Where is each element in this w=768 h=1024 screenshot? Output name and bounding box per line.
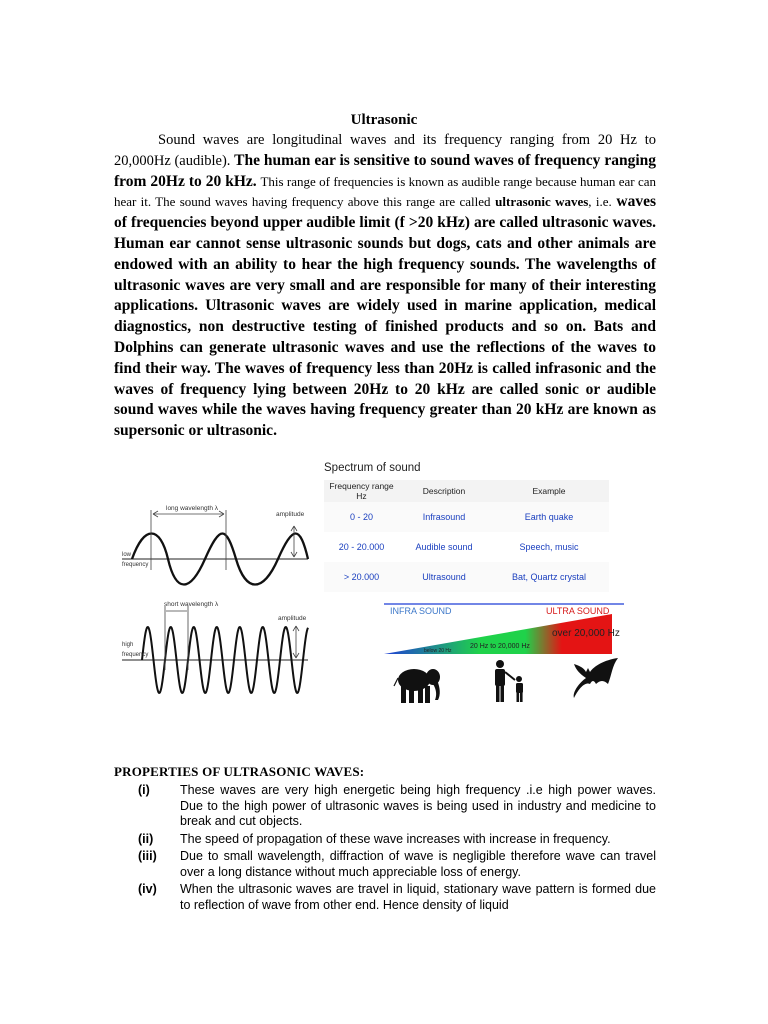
item-number: (iii)	[138, 849, 157, 863]
audible-range-label: 20 Hz to 20,000 Hz	[470, 643, 530, 650]
item-text: Due to small wavelength, diffraction of wave is negligible therefore wave can travel over a long distance without much appreciable loss of energy.	[180, 849, 656, 879]
para-sentence-1: Sound waves are longitudinal waves and its frequency ranging from 20 Hz to 20,000Hz (audible).	[114, 132, 656, 169]
cell-description: Audible sound	[415, 542, 473, 552]
low-frequency-label: low frequency	[122, 552, 149, 568]
list-item	[114, 783, 656, 830]
item-number: (i)	[138, 783, 150, 797]
header-frequency-range: Frequency range Hz	[329, 481, 394, 501]
spectrum-bar-graphic	[318, 600, 628, 708]
below-20hz-label: below 20 Hz	[424, 648, 452, 654]
cell-example: Speech, music	[519, 542, 579, 552]
amplitude-label-1: amplitude	[276, 511, 305, 518]
header-example: Example	[532, 486, 566, 496]
item-number: (iv)	[138, 882, 157, 896]
para-ultrasonic-term: ultrasonic	[206, 422, 274, 440]
header-description: Description	[422, 486, 466, 496]
para-sentence-2: The human ear is sensitive to sound waves of frequency ranging from 20Hz to 20 kHz.	[114, 151, 657, 190]
page-title: Ultrasonic	[350, 112, 418, 128]
list-item	[114, 849, 656, 880]
para-sentence-3: This range of frequencies is known as audible range because human ear can hear it. The sound waves having frequency above this range are called	[114, 173, 657, 210]
table-row	[324, 562, 609, 592]
cell-description: Ultrasound	[422, 572, 466, 582]
properties-heading: PROPERTIES OF ULTRASONIC WAVES:	[114, 764, 365, 779]
spectrum-title: Spectrum of sound	[324, 462, 421, 474]
para-ie: , i.e.	[588, 194, 612, 210]
amplitude-label-2: amplitude	[278, 615, 307, 622]
spectrum-table-body	[324, 502, 609, 592]
over-20000hz-label: over 20,000 Hz	[552, 628, 620, 639]
para-end: .	[273, 422, 277, 440]
item-text: These waves are very high energetic being high frequency .i.e high power waves. Due to the high power of ultrasonic waves is being used in industry and medicine to break and cut objects.	[180, 783, 656, 828]
intro-paragraph	[114, 130, 656, 442]
infra-sound-label: INFRA SOUND	[390, 606, 452, 616]
properties-section	[114, 764, 656, 915]
item-number: (ii)	[138, 831, 154, 846]
cell-range: > 20.000	[343, 572, 380, 582]
cell-description: Infrasound	[422, 512, 466, 522]
para-sentence-4: waves of frequencies beyond upper audible limit (f >20 kHz) are called ultrasonic waves. Human ear cannot sense ultrasonic sounds but dogs, cats and other animals are endowed with an ability to hear the high frequency sounds. The wavelengths of ultrasonic waves are very small and are responsible for many of their interesting applications. Ultrasonic waves are widely used in marine application, medical diagnostics, non destructive testing of finished products and so on. Bats and Dolphins can generate ultrasonic waves and use the reflections of the waves to find their way. The waves of frequency less than 20Hz is called infrasonic and the waves of frequency lying between 20Hz to 20 kHz are called sonic or audible sound waves while the waves having frequency greater than 20 kHz are known as supersonic or	[114, 193, 656, 440]
spectrum-table	[324, 480, 609, 592]
list-item	[114, 832, 656, 848]
cell-example: Earth quake	[524, 512, 574, 522]
item-text: The speed of propagation of these wave increases with increase in frequency.	[180, 831, 611, 846]
cell-range: 0 - 20	[349, 512, 373, 522]
wave-figure	[118, 498, 310, 710]
spectrum-table-header	[324, 480, 609, 502]
spectrum-figure	[318, 458, 628, 708]
table-row	[324, 532, 609, 562]
bat-icon	[574, 658, 618, 698]
short-wavelength-label: short wavelength λ	[164, 601, 219, 608]
table-row	[324, 502, 609, 532]
item-text: When the ultrasonic waves are travel in liquid, stationary wave pattern is formed due to reflection of wave from other end. Hence density of liquid	[180, 882, 656, 912]
cell-range: 20 - 20.000	[338, 542, 385, 552]
high-frequency-label: high frequency	[122, 642, 149, 658]
list-item	[114, 882, 656, 913]
elephant-icon	[394, 669, 440, 703]
cell-example: Bat, Quartz crystal	[511, 572, 587, 582]
person-icon	[495, 660, 523, 702]
para-ultrasonic-waves-term: ultrasonic waves	[495, 194, 589, 210]
ultra-sound-label: ULTRA SOUND	[546, 606, 610, 616]
long-wavelength-label: long wavelength λ	[166, 505, 219, 512]
